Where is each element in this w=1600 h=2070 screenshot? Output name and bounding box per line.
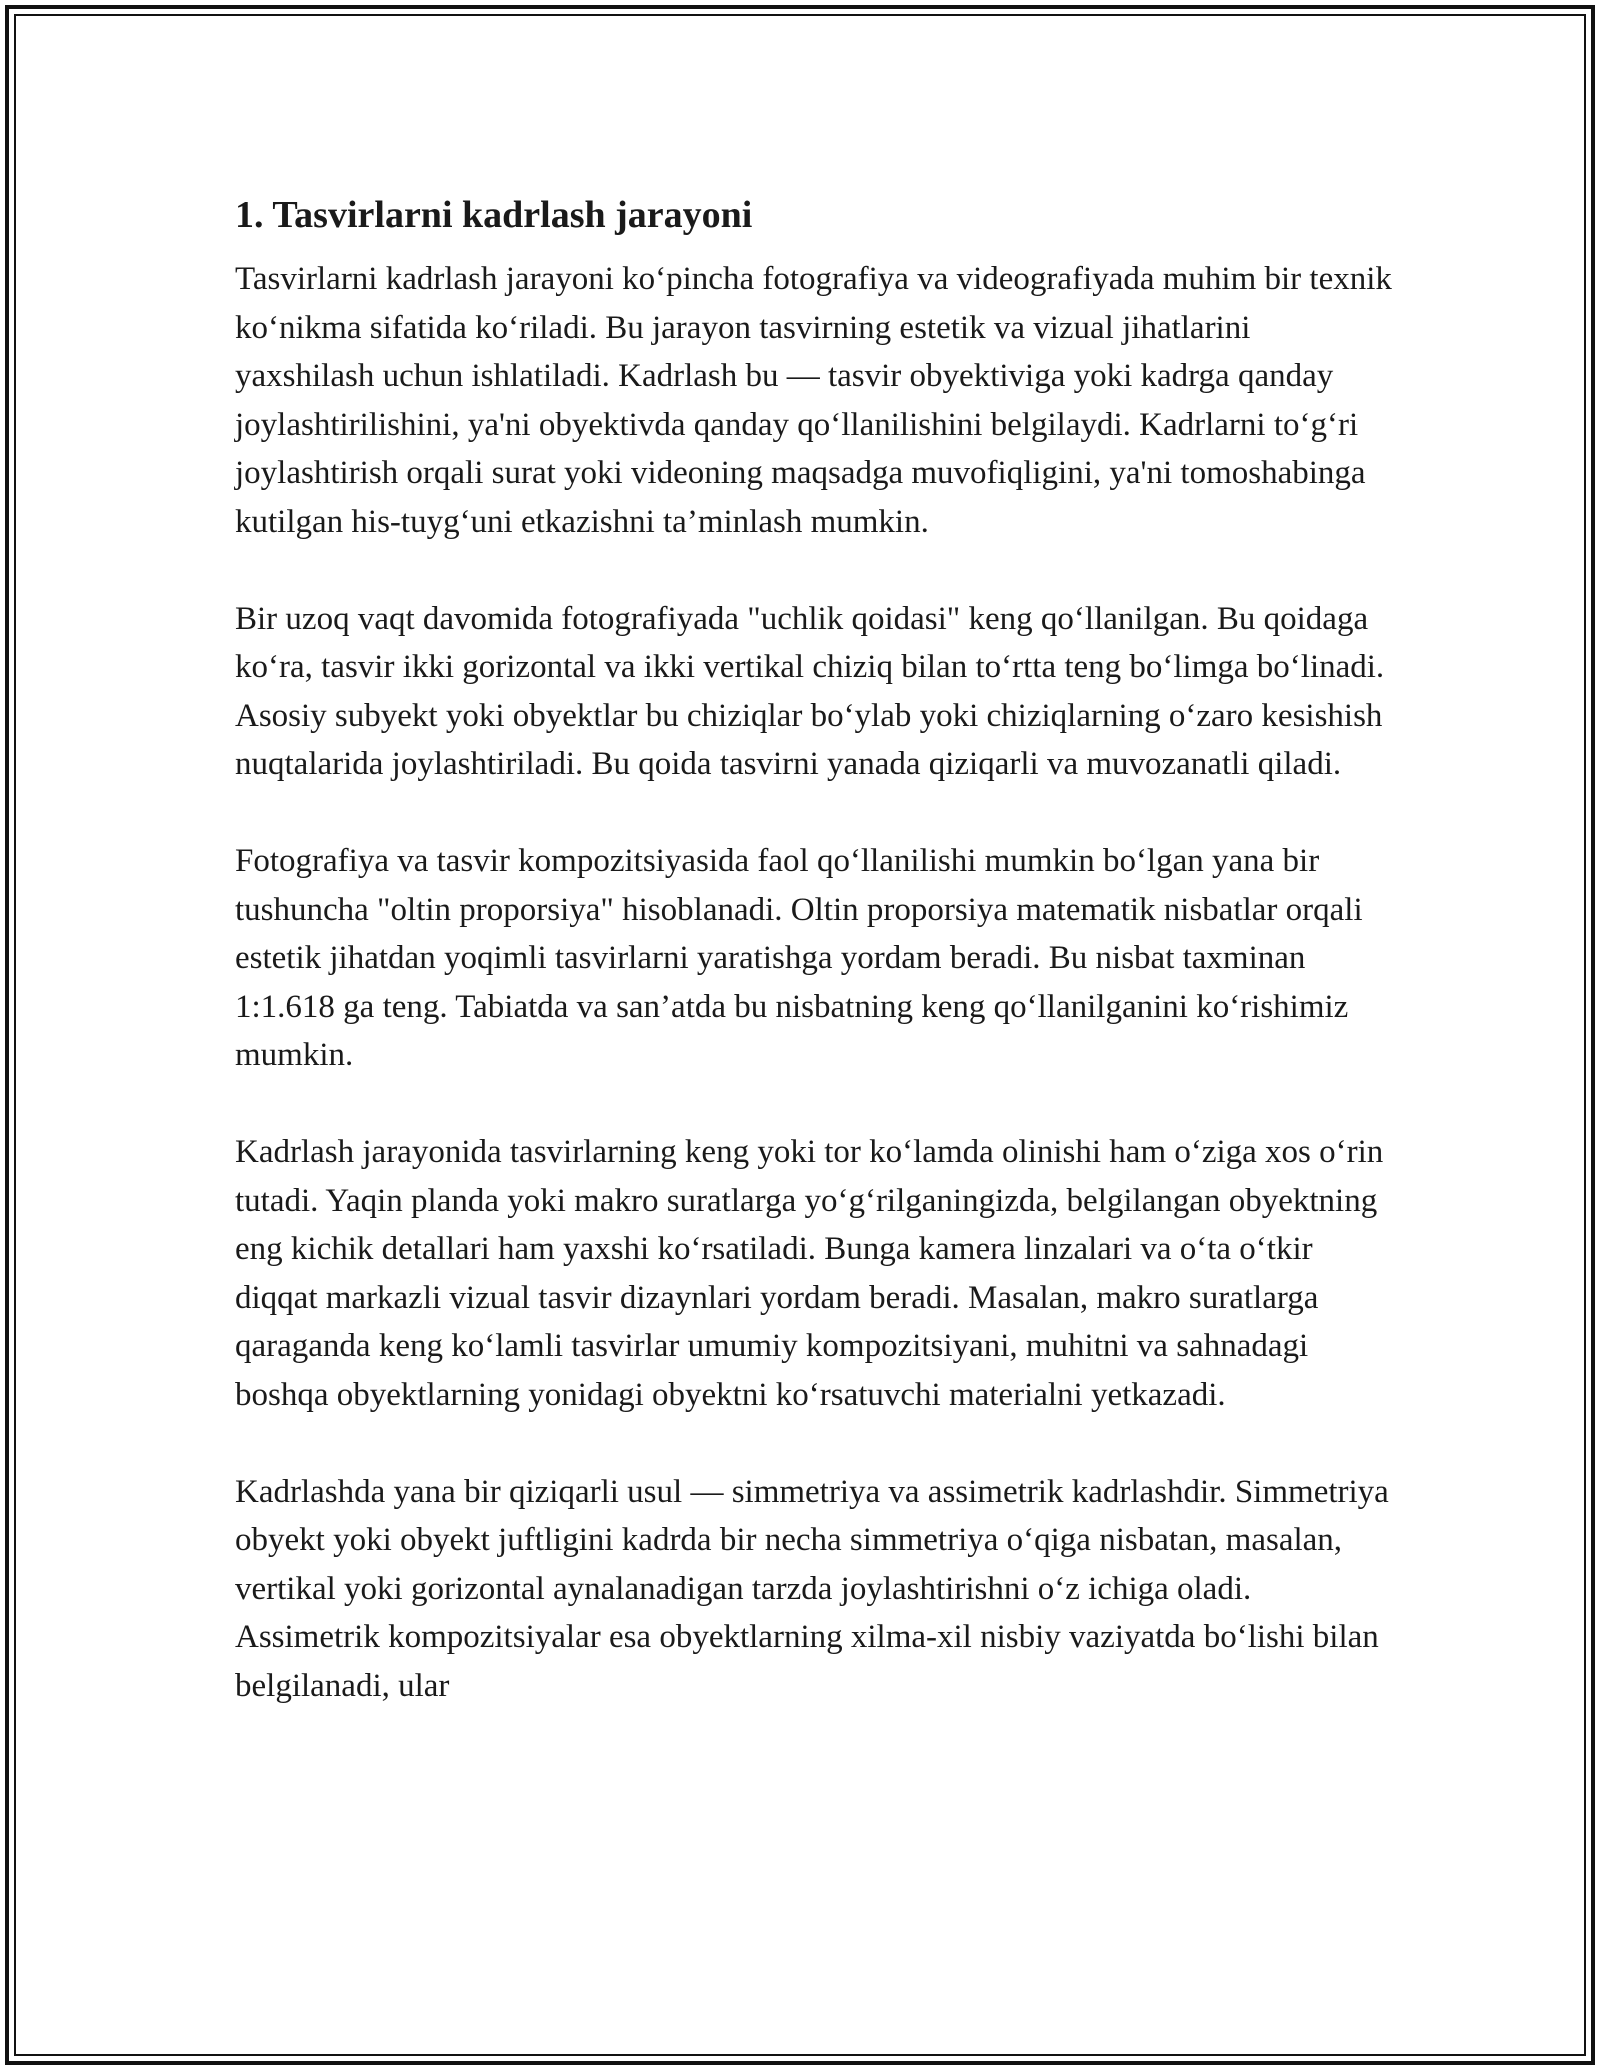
document-body [235,185,1395,1759]
paragraph-3: Fotografiya va tasvir kompozitsiyasida faol qo‘llanilishi mumkin bo‘lgan yana bir tushuncha "oltin proporsiya" hisoblanadi. Oltin proporsiya matematik nisbatlar orqali estetik jihatdan yoqimli tasvirlarni yaratishga yordam beradi. Bu nisbat taxminan 1:1.618 ga teng. Tabiatda va san’atda bu nisbatning keng qo‘llanilganini ko‘rishimiz mumkin. [235,843,1363,1073]
paragraph-1: Tasvirlarni kadrlash jarayoni ko‘pincha fotografiya va videografiyada muhim bir texnik ko‘nikma sifatida ko‘riladi. Bu jarayon tasvirning estetik va vizual jihatlarini yaxshilash uchun ishlatiladi. Kadrlash bu — tasvir obyektiviga yoki kadrga qanday joylashtirilishini, ya'ni obyektivda qanday qo‘llanilishini belgilaydi. Kadrlarni to‘g‘ri joylashtirish orqali surat yoki videoning maqsadga muvofiqligini, ya'ni tomoshabinga kutilgan his-tuyg‘uni etkazishni ta’minlash mumkin. [235,261,1392,540]
paragraph-2: Bir uzoq vaqt davomida fotografiyada "uchlik qoidasi" keng qo‘llanilgan. Bu qoidaga ko‘ra, tasvir ikki gorizontal va ikki vertikal chiziq bilan to‘rtta teng bo‘limga bo‘linadi. Asosiy subyekt yoki obyektlar bu chiziqlar bo‘ylab yoki chiziqlarning o‘zaro kesishish nuqtalarida joylashtiriladi. Bu qoida tasvirni yanada qiziqarli va muvozanatli qiladi. [235,600,1385,782]
paragraph-5: Kadrlashda yana bir qiziqarli usul — simmetriya va assimetrik kadrlashdir. Simmetriya obyekt yoki obyekt juftligini kadrda bir necha simmetriya o‘qiga nisbatan, masalan, vertikal yoki gorizontal aynalanadigan tarzda joylashtirishni o‘z ichiga oladi. Assimetrik kompozitsiyalar esa obyektlarning xilma-xil nisbiy vaziyatda bo‘lishi bilan belgilanadi, ular [235,1473,1389,1704]
paragraph-4: Kadrlash jarayonida tasvirlarning keng yoki tor ko‘lamda olinishi ham o‘ziga xos o‘rin tutadi. Yaqin planda yoki makro suratlarga yo‘g‘rilganingizda, belgilangan obyektning eng kichik detallari ham yaxshi ko‘rsatiladi. Bunga kamera linzalari va o‘ta o‘tkir diqqat markazli vizual tasvir dizaynlari yordam beradi. Masalan, makro suratlarga qaraganda keng ko‘lamli tasvirlar umumiy kompozitsiyani, muhitni va sahnadagi boshqa obyektlarning yonidagi obyektni ko‘rsatuvchi materialni yetkazadi. [235,1134,1384,1413]
section-heading: 1. Tasvirlarni kadrlash jarayoni [235,194,753,236]
